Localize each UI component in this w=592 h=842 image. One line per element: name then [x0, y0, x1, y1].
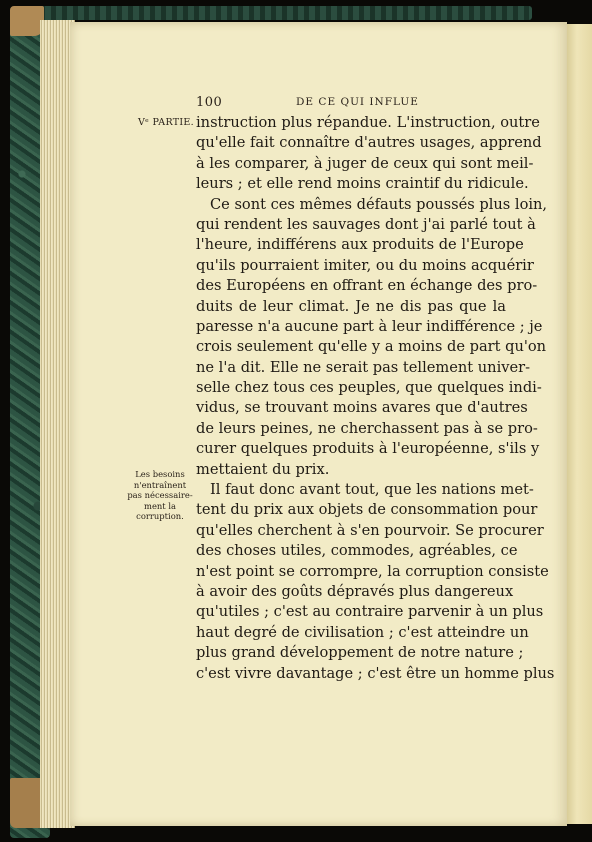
cover-top-edge: [12, 6, 532, 20]
text-line: l'heure, indifférens aux produits de l'Europe: [196, 236, 524, 254]
text-line: plus grand développement de notre nature ;: [196, 644, 524, 662]
text-line: qui rendent les sauvages dont j'ai parlé tout à: [196, 215, 536, 233]
text-line: n'est point se corrompre, la corruption consiste: [196, 562, 549, 580]
text-line: selle chez tous ces peuples, que quelques indi-: [196, 379, 542, 397]
page-header: [196, 95, 502, 109]
text-line: Ce sont ces mêmes défauts poussés plus loin,: [210, 195, 548, 213]
text-line: instruction plus répandue. L'instruction, outre: [196, 114, 540, 131]
text-line: à les comparer, à juger de ceux qui sont meil-: [196, 154, 534, 172]
text-line: des choses utiles, commodes, agréables, ce: [196, 542, 518, 560]
text-line: duits de leur climat. Je ne dis pas que la: [196, 297, 506, 315]
facing-page-edge: [567, 24, 592, 824]
margin-sidenote: [126, 469, 194, 522]
text-line: curer quelques produits à l'européenne, s'ils y: [196, 440, 540, 458]
text-line: qu'utiles ; c'est au contraire parvenir à un plus: [196, 603, 544, 621]
leather-corner-top: [10, 6, 44, 36]
running-head: DE CE QUI INFLUE: [296, 96, 419, 108]
sidenote-line: n'entraînent: [133, 479, 187, 490]
sidenote-line: Les besoins: [135, 469, 185, 479]
text-line: c'est vivre davantage ; c'est être un homme plus: [196, 664, 555, 682]
text-line: à avoir des goûts dépravés plus dangereux: [196, 582, 514, 600]
text-line: qu'elle fait connaître d'autres usages, apprend: [196, 134, 542, 152]
sidenote-line: pas nécessaire-: [127, 490, 193, 501]
text-line: leurs ; et elle rend moins craintif du ridicule.: [196, 175, 529, 193]
leather-corner-bottom: [10, 778, 44, 828]
text-line: Il faut donc avant tout, que les nations met-: [210, 481, 534, 499]
text-line: haut degré de civilisation ; c'est atteindre un: [196, 623, 529, 641]
text-line: qu'elles cherchent à s'en pourvoir. Se procurer: [196, 521, 544, 539]
body-text: [196, 113, 555, 684]
text-line: vidus, se trouvant moins avares que d'autres: [196, 399, 528, 417]
text-line: mettaient du prix.: [196, 460, 330, 478]
sidenote-line: ment la: [144, 500, 176, 511]
text-line: tent du prix aux objets de consommation pour: [196, 501, 538, 519]
text-line: ne l'a dit. Elle ne serait pas tellement univer-: [196, 358, 531, 376]
text-line: crois seulement qu'elle y a moins de part qu'on: [196, 338, 547, 356]
page-number: 100: [196, 95, 223, 110]
sidenote-line: corruption.: [136, 511, 184, 522]
text-line: paresse n'a aucune part à leur indifférence ; je: [196, 317, 543, 335]
text-line: qu'ils pourraient imiter, ou du moins acquérir: [196, 256, 534, 274]
part-label: Vᵉ PARTIE.: [138, 117, 194, 128]
text-line: des Européens en offrant en échange des pro-: [196, 277, 538, 295]
text-line: de leurs peines, ne cherchassent pas à se pro-: [196, 419, 538, 437]
